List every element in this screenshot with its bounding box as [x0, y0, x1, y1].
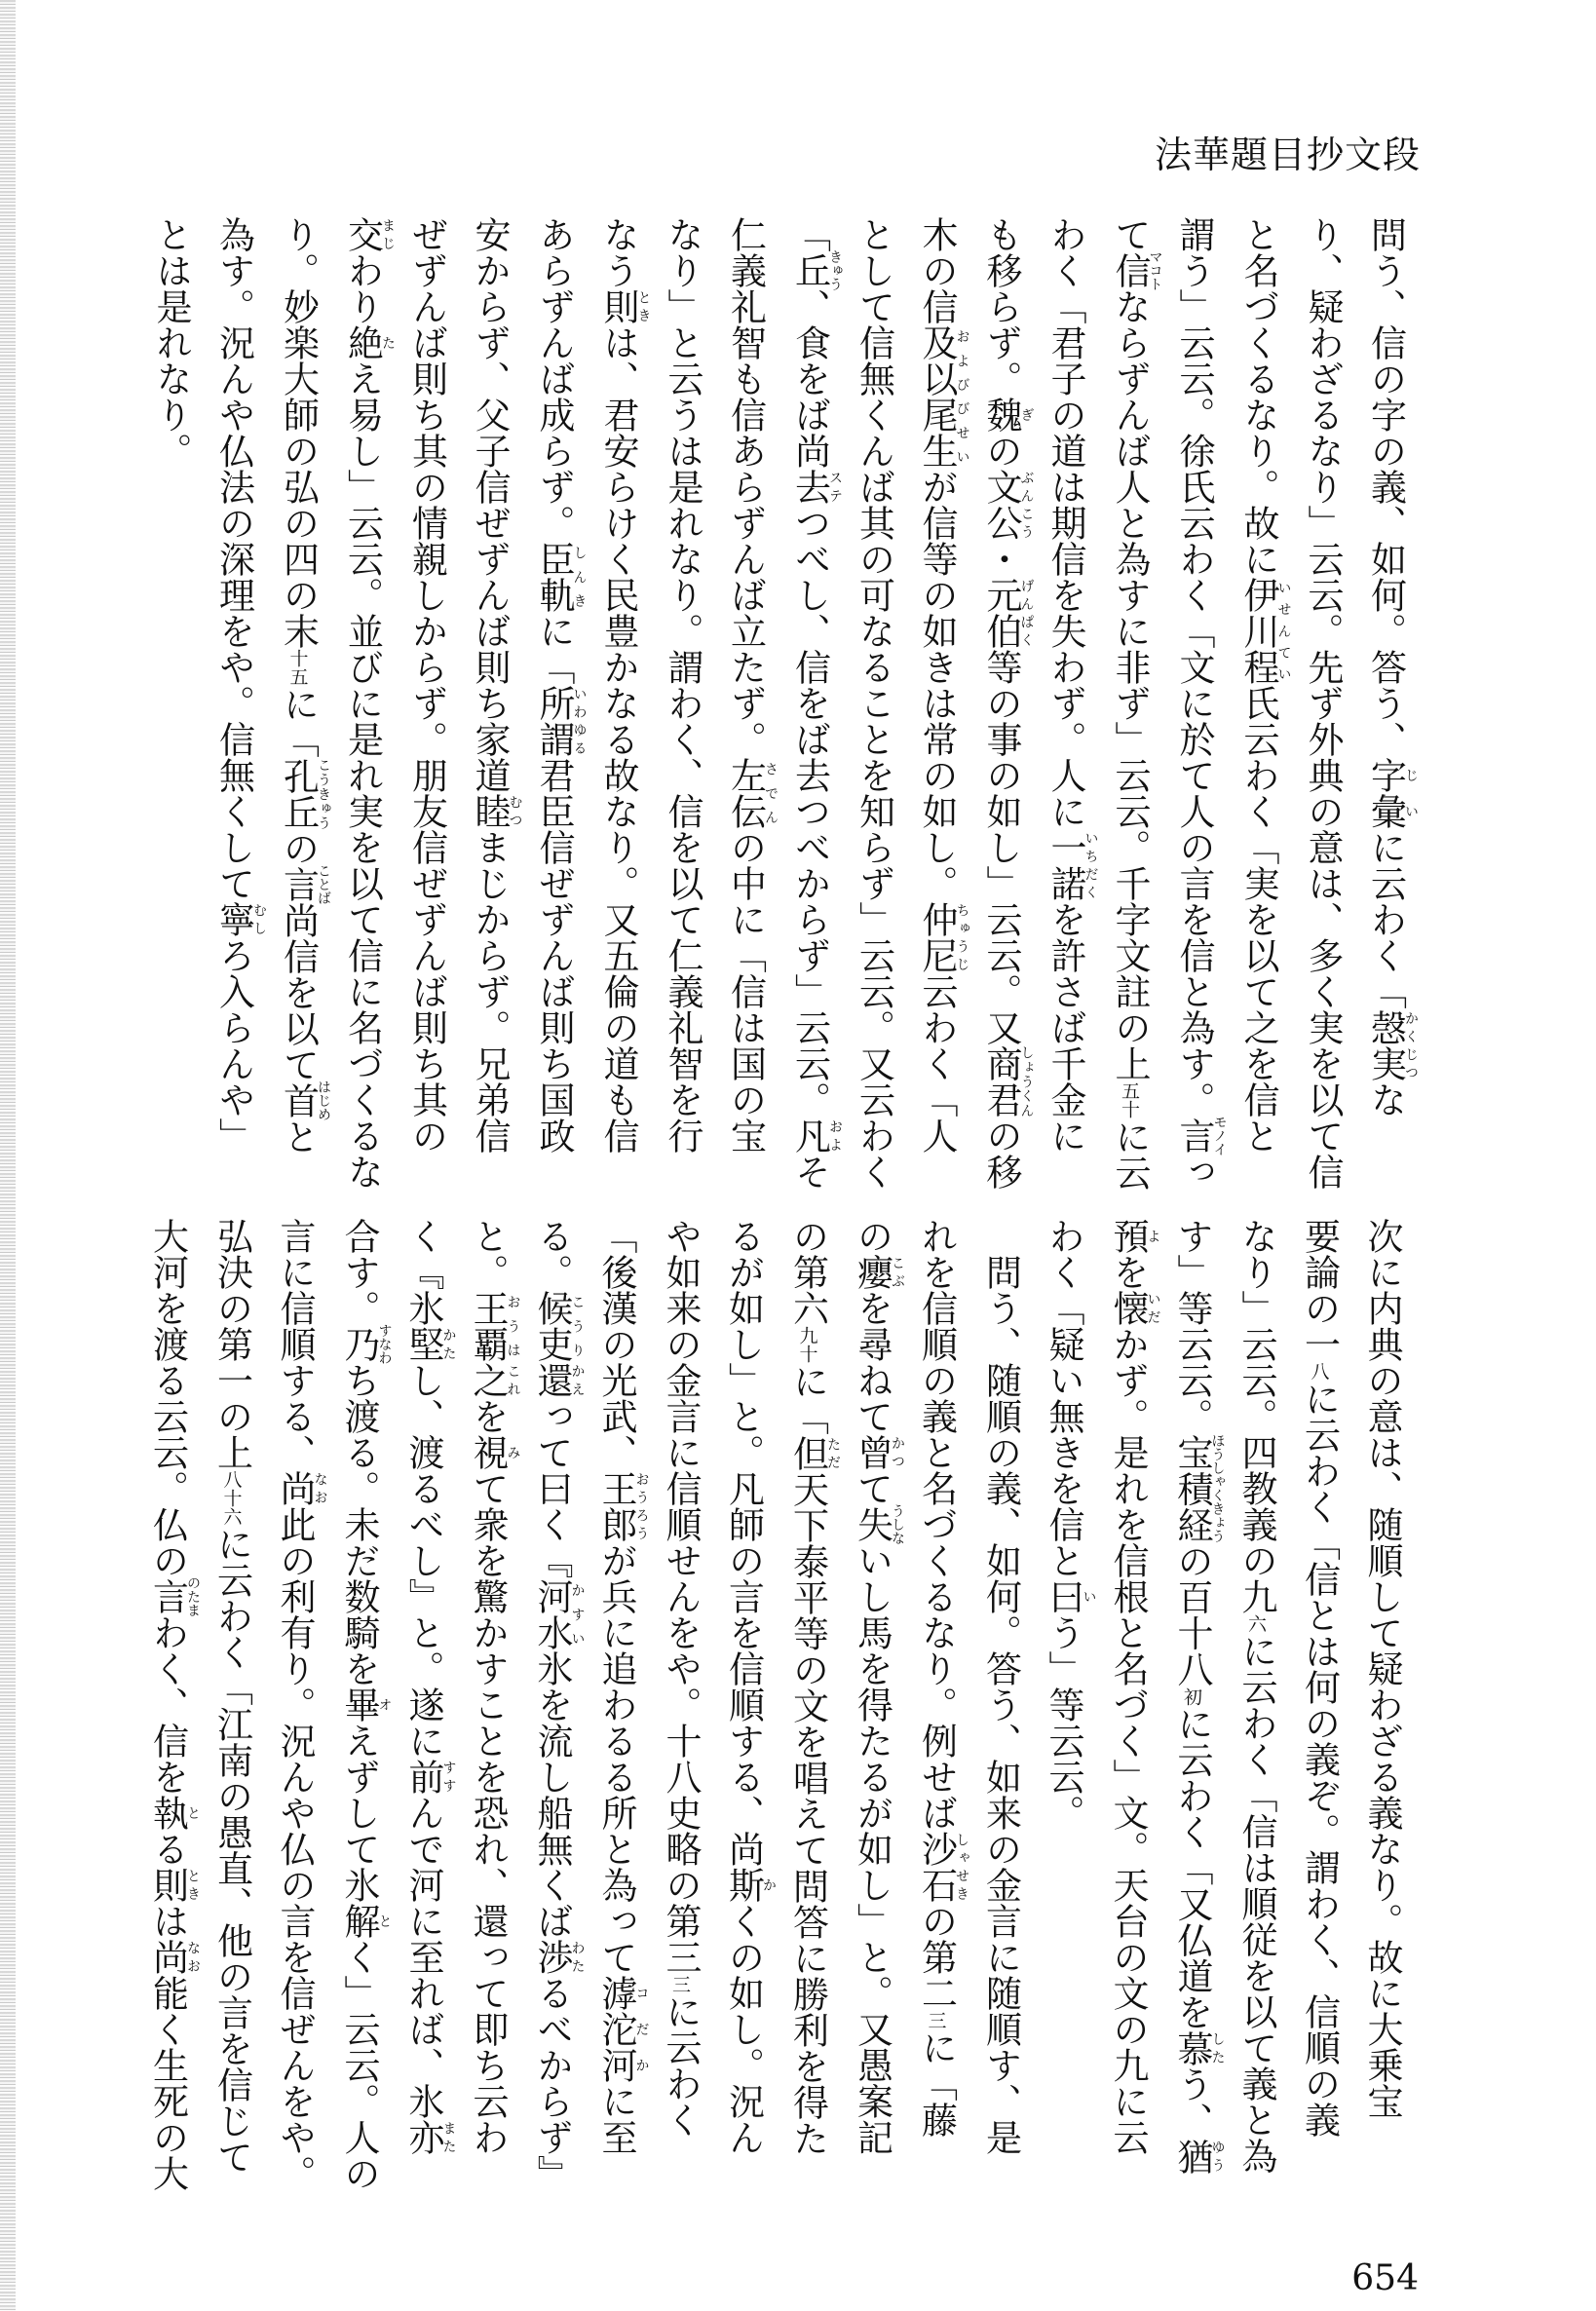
text-column: 為す。況んや仏法の深理をや。信無くして寧むしろ入らんや」	[212, 216, 267, 1154]
ruby-reading: 但ただ	[786, 1435, 841, 1471]
text-column: り。妙楽大師の弘の四の末十五に「孔丘こうきゅうの言ことば尚信を以て首はじめと	[277, 216, 331, 1155]
ruby-reading: 前すす	[402, 1759, 457, 1795]
ruby-reading: 王覇おうは	[467, 1290, 521, 1362]
ruby-reading: 所謂いわゆる	[533, 685, 588, 757]
scan-edge-shadow	[0, 0, 16, 2311]
ruby-reading: 商君しょうくん	[980, 1045, 1035, 1118]
ruby-reading: 凡およ	[788, 1118, 843, 1154]
ruby-reading: 河水かすい	[531, 1578, 586, 1650]
ruby-reading: 尚なお	[146, 1939, 201, 1975]
ruby-reading: 候吏こうり	[531, 1290, 586, 1362]
inline-note: 八十六	[220, 1470, 243, 1526]
ruby-reading: 亦また	[402, 2119, 457, 2155]
ruby-reading: 去ステ	[788, 469, 843, 505]
page-number: 654	[1351, 2258, 1419, 2298]
text-column: るが如し」と。凡師の言を信順する、尚斯かくの如し。況ん	[722, 1218, 777, 2155]
ruby-reading: 孔丘こうきゅう	[277, 758, 331, 830]
ruby-reading: 魏ぎ	[980, 397, 1035, 433]
text-column: す」等云云。宝積経ほうしゃくきょうの百十八初に云わく「又仏道を慕したう、猶ゆう	[1171, 1218, 1226, 2175]
ruby-reading: 斯か	[722, 1867, 777, 1903]
ruby-reading: 一諾いちだく	[1045, 829, 1099, 901]
ruby-reading: 之これ	[467, 1362, 521, 1398]
ruby-reading: 愨実かくじつ	[1364, 1009, 1419, 1081]
ruby-reading: 寧むし	[212, 901, 267, 937]
ruby-reading: 河か	[595, 2047, 650, 2083]
ruby-reading: 及以および	[916, 324, 970, 397]
ruby-reading: 丘きゅう	[788, 249, 843, 291]
running-title: 法華題目抄文段	[1154, 133, 1421, 176]
ruby-reading: 文公ぶんこう	[980, 469, 1035, 541]
ruby-reading: 畢オ	[338, 1686, 393, 1723]
text-column: 言に信順する、尚なお此の利有り。況んや仏の言を信ぜんをや。	[274, 1218, 328, 2191]
ruby-reading: 堅かた	[402, 1326, 457, 1362]
text-column: の癭こぶを尋ねて曾かつて失うしないし馬を得たるが如し」と。又愚案記	[851, 1218, 905, 2155]
inline-note: 五十	[1119, 1081, 1140, 1118]
ruby-reading: 失うしな	[851, 1503, 905, 1545]
ruby-reading: 絶た	[341, 324, 396, 360]
ruby-reading: 首はじめ	[277, 1080, 331, 1121]
text-column: 安からず、父子信ぜずんば則ち家道睦むつまじからず。兄弟信	[469, 216, 523, 1154]
text-column: 弘決の第一の上八十六に云わく「江南の愚直、他の言を信じて	[210, 1218, 253, 2175]
text-column: も移らず。魏ぎの文公ぶんこう・元伯げんぱく等の事の如し」云云。又商君しょうくんの移	[980, 216, 1035, 1190]
text-column: 仁義礼智も信あらずんば立たず。左伝さでんの中に「信は国の宝	[724, 216, 779, 1154]
ruby-reading: 還かえ	[531, 1362, 586, 1398]
text-column: て信マコトならずんば人と為すに非ず」云云。千字文註の上五十に云	[1109, 216, 1163, 1191]
ruby-reading: 交まじ	[341, 216, 396, 252]
text-column: 「後漢の光武、王郎おうろうが兵に追わるる所と為って滹沱コだ河かに至	[595, 1218, 650, 2155]
text-column: なう則ときは、君安らけく民豊かなる故なり。又五倫の道も信	[597, 216, 652, 1154]
text-column: 合す。乃すなわち渡る。未だ数騎を畢オえずして氷解とく」云云。人の	[338, 1218, 393, 2191]
text-column: と名づくるなり。故に伊川程いせんてい氏云わく「実を以て之を信と	[1237, 216, 1292, 1154]
inline-note: 十五	[286, 649, 309, 686]
ruby-reading: 乃すなわ	[338, 1323, 393, 1365]
text-column: と。王覇おうは之これを視みて衆を驚かすことを恐れ、還って即ち云わ	[467, 1218, 521, 2155]
text-column: 「丘きゅう、食をば尚去ステつべし、信をば去つべからず」云云。凡およそ	[788, 216, 843, 1190]
ruby-reading: 信マコト	[1109, 249, 1163, 291]
inline-note: 九十	[796, 1326, 818, 1363]
inline-note: 三	[669, 1975, 691, 1993]
text-column: とは是れなり。	[150, 216, 192, 469]
inline-note: 初	[1181, 1686, 1202, 1706]
ruby-reading: 懐いだ	[1107, 1290, 1161, 1326]
ruby-reading: 曾かつ	[851, 1434, 905, 1470]
ruby-reading: 執と	[146, 1795, 201, 1831]
text-column: 謂う」云云。徐氏云わく「文に於て人の言を信と為す。言モノイっ	[1173, 216, 1228, 1190]
text-column: 要論の一八に云わく「信とは何の義ぞ。謂わく、信順の義	[1298, 1218, 1341, 2138]
ruby-reading: 左伝さでん	[724, 757, 779, 829]
text-column: ぜずんば則ち其の情親しからず。朋友信ぜずんば則ち其の	[405, 216, 448, 1154]
ruby-reading: 渉わた	[531, 1939, 586, 1975]
ruby-reading: 解と	[338, 1903, 393, 1939]
text-column: として信無くんば其の可なることを知らず」云云。又云わく	[853, 216, 895, 1190]
ruby-reading: 滹沱コだ	[595, 1975, 650, 2047]
text-column: り、疑わざるなり」云云。先ず外典の意は、多く実を以て信	[1302, 216, 1344, 1190]
inline-note: 三	[925, 2011, 947, 2029]
ruby-reading: 字彙じい	[1364, 757, 1419, 829]
ruby-reading: 則とき	[597, 288, 652, 324]
text-column: 預よを懐いだかず。是れを信根と名づく」文。天台の文の九に云	[1107, 1218, 1161, 2155]
ruby-reading: 尾生びせい	[916, 397, 970, 469]
text-column: なり」云云。四教義の九六に云わく「信は順従を以て義と為	[1235, 1218, 1277, 2174]
text-column: 問う、信の字の義、如何。答う、字彙じいに云わく「愨実かくじつな	[1364, 216, 1419, 1118]
text-column: わく「疑い無きを信と曰いう」等云云。	[1043, 1218, 1097, 1831]
ruby-reading: 則とき	[146, 1867, 201, 1903]
text-column: や如来の金言に信順せんをや。十八史略の第三三に云わく	[660, 1218, 702, 2138]
ruby-reading: 猶ゆう	[1171, 2138, 1226, 2175]
inline-note: 八	[1308, 1362, 1330, 1381]
text-block-bottom	[135, 1218, 1413, 2280]
text-column: れを信順の義と名づくるなり。例せば沙石しゃせきの第二三に「藤	[915, 1218, 969, 2138]
text-column: 次に内典の意は、随順して疑わざる義なり。故に大乗宝	[1361, 1218, 1403, 2119]
ruby-reading: 癭こぶ	[851, 1254, 905, 1290]
ruby-reading: 仲尼ちゅうじ	[916, 901, 970, 973]
text-column: る。候吏こうり還かえって曰く『河水かすい氷を流し船無くば渉わたるべからず』	[531, 1218, 586, 2191]
ruby-reading: 曰い	[1043, 1578, 1097, 1614]
text-column: 問う、随順の義、如何。答う、如来の金言に随順す、是	[979, 1218, 1022, 2155]
text-block-top	[139, 216, 1419, 1191]
text-column: の第六九十に「但ただ天下泰平等の文を唱えて問答に勝利を得た	[786, 1218, 841, 2156]
ruby-reading: 宝積経ほうしゃくきょう	[1171, 1433, 1226, 1543]
ruby-reading: 尚なお	[274, 1470, 328, 1506]
text-column: なり」と云うは是れなり。謂わく、信を以て仁義礼智を行	[662, 216, 703, 1154]
ruby-reading: 臣軌しんき	[533, 541, 588, 613]
text-column: 交まじわり絶たえ易し」云云。並びに是れ実を以て信に名づくるな	[341, 216, 396, 1190]
ruby-reading: 睦むつ	[469, 793, 523, 829]
text-column: あらずんば成らず。臣軌しんきに「所謂いわゆる君臣信ぜずんば則ち国政	[533, 216, 588, 1154]
ruby-reading: 視み	[467, 1434, 521, 1470]
ruby-reading: 言モノイ	[1173, 1115, 1228, 1156]
ruby-reading: 預よ	[1107, 1218, 1161, 1254]
ruby-reading: 元伯げんぱく	[980, 577, 1035, 649]
ruby-reading: 王郎おうろう	[595, 1470, 650, 1542]
text-column: く『氷堅かたし、渡るべし』と。遂に前すすんで河に至れば、氷亦また	[402, 1218, 457, 2155]
text-column: わく「君子の道は期信を失わず。人に一諾いちだくを許さば千金に	[1045, 216, 1099, 1154]
ruby-reading: 言のたま	[146, 1575, 201, 1617]
ruby-reading: 伊川程いせんてい	[1237, 577, 1292, 685]
ruby-reading: 沙石しゃせき	[915, 1831, 969, 1903]
inline-note: 六	[1245, 1614, 1267, 1633]
ruby-reading: 慕した	[1171, 2029, 1226, 2066]
text-column: 木の信及以および尾生びせいが信等の如きは常の如し。仲尼ちゅうじ云わく「人	[916, 216, 970, 1154]
text-column: 大河を渡る云云。仏の言のたまわく、信を執とる則ときは尚なお能く生死の大	[146, 1218, 201, 2191]
ruby-reading: 言ことば	[277, 863, 331, 905]
